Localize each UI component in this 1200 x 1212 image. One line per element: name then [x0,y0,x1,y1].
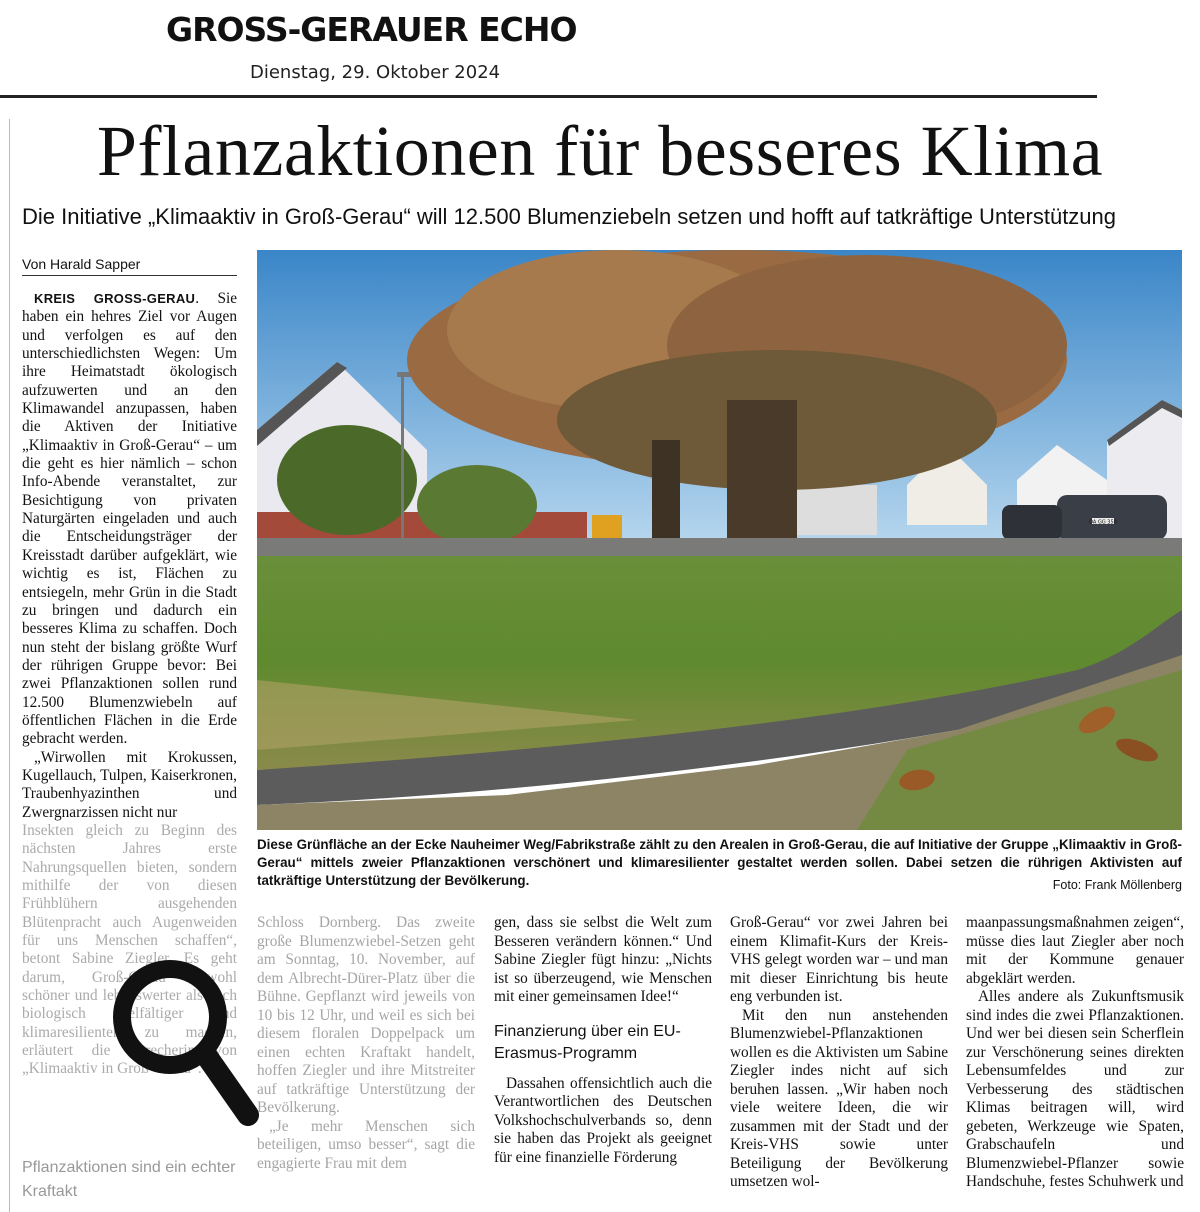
article-headline: Pflanzaktionen für besseres Klima [96,111,1104,191]
byline: Von Harald Sapper [22,256,237,276]
newspaper-title: GROSS-GERAUER ECHO [166,10,577,49]
column-2-paragraph-1: Schloss Dornberg. Das zweite große Blumenzwiebel-Setzen geht am Sonntag, 10. November, auf dem Albrecht-Dürer-Platz über die Bühne. Gepflanzt wird jeweils von 10 bis 12 Uhr, und weil es sich bei diesem floralen Doppelpack um einen echten Kraftakt handelt, hoffen Ziegler und ihre Mitstreiter auf tatkräftige Unterstützung der Bevölkerung. [257,914,475,1116]
column-2-paragraph-2: „Je mehr Menschen sich beteiligen, umso besser“, sagt die engagierte Frau mit dem [257,1117,475,1172]
masthead-rule [0,95,1097,98]
photo-credit: Foto: Frank Möllenberg [1052,878,1182,892]
column-4-paragraph-2: Mit den nun anstehenden Blumenzwiebel-Pflanzaktionen wollen es die Aktivisten um Sabine Ziegler indes nicht auf sich beruhen lassen. „Wir haben noch viele weitere Ideen, die wir zusammen mit der Stadt und der Kreis-VHS sowie unter Beteiligung der Bevölkerung umsetzen wol- [730,1006,948,1190]
column-5-paragraph-2: Alles andere als Zukunftsmusik sind indes die zwei Pflanzaktionen. Und wer bei diesen sein Scherflein zur Verschönerung seines direkten Lebensumfeldes und zur Verbesserung des städtischen Klimas beitragen will, wird gebeten, Werkzeuge wie Spaten, Grabschaufeln und Blumenzwiebel-Pflanzer sowie Handschuhe, festes Schuhwerk und [966,988,1184,1190]
column-1-paragraph-faded: Insekten gleich zu Beginn des nächsten Jahres erste Nahrungsquellen bieten, sondern mithilfe der von diesen Frühblühern ausgehenden Blütenpracht auch Augenweiden für uns Menschen schaffen“, betont Sabine Ziegler. Es geht darum, Groß-Gerau sowohl schöner und lebenswerter als auch biologisch vielfältiger und klimaresilienter zu machen, erläutert die Sprecherin von „Klimaaktiv in Groß-Gerau“. [22,821,237,1078]
issue-date: Dienstag, 29. Oktober 2024 [250,62,501,83]
article-column-4 [730,914,948,1192]
dateline: KREIS GROSS-GERAU [34,291,196,306]
photo-caption: Diese Grünfläche an der Ecke Nauheimer Weg/Fabrikstraße zählt zu den Arealen in Groß-Gerau, die auf Initiative der Gruppe „Klimaaktiv in Groß-Gerau“ mittels zweier Pflanzaktionen verschönert und klimaresilienter gestaltet werden sollen. Dabei setzen die rührigen Aktivisten auf tatkräftige Unterstützung der Bevölkerung. [257,837,1182,888]
column-1-paragraph-1: . Sie haben ein hehres Ziel vor Augen und verfolgen es auf den unterschiedlichsten Wegen: Um ihre Heimatstadt ökologisch aufzuwerten und an den Klimawandel anzupassen, haben die Aktiven der Initiative „Klimaaktiv in Groß-Gerau“ – um die geht es hier nämlich – schon Info-Abende veranstaltet, zur Besichtigung von privaten Naturgärten eingeladen und auch die Entscheidungsträger der Kreisstadt darüber aufgeklärt, wie wichtig es ist, Flächen zu entsiegeln, mehr Grün in die Stadt zu bringen und dadurch ein besseres Klima zu schaffen. Doch nun steht der bislang größte Wurf der rührigen Gruppe bevor: Bei zwei Pflanzaktionen sollen rund 12.500 Blumenzwiebeln auf öffentlichen Flächen in die Erde gebracht werden. [22,290,237,748]
column-5-paragraph-1: maanpassungsmaßnahmen zeigen“, müsse dies laut Ziegler aber noch mit der Kommune genauer abgeklärt werden. [966,914,1184,987]
article-column-3 [494,914,712,1167]
column-1-paragraph-2: „Wirwollen mit Krokussen, Kugellauch, Tulpen, Kaiserkronen, Traubenhyazinthen und Zwergnarzissen nicht nur [22,748,237,821]
license-plate: DA GG 350 [1089,519,1117,526]
article-photo [257,250,1182,830]
magnifier-search-icon[interactable] [108,955,268,1135]
article-column-2 [257,914,475,1173]
column-4-paragraph-1: Groß-Gerau“ vor zwei Jahren bei einem Klimafit-Kurs der Kreis-VHS gelegt worden war – und man mit dieser Einrichtung bis heute eng verbunden ist. [730,914,948,1005]
masthead [0,0,1200,100]
column-3-paragraph-1: gen, dass sie selbst die Welt zum Besseren verändern können.“ Und Sabine Ziegler fügt hinzu: „Nichts ist so überzeugend, wie Menschen mit einer gemeinsamen Idee!“ [494,914,712,1005]
article-column-5 [966,914,1184,1192]
column-1-subheading: Pflanzaktionen sind ein echter Kraftakt [22,1159,236,1200]
column-3-subheading: Finanzierung über ein EU-Erasmus-Programm [494,1022,681,1062]
page-edge-rule [9,119,10,1212]
column-3-paragraph-2: Dassahen offensichtlich auch die Verantwortlichen des Deutschen Volkshochschulverbands so, denn sie haben das Projekt als geeignet für eine finanzielle Förderung [494,1074,712,1166]
article-subheadline: Die Initiative „Klimaaktiv in Groß-Gerau“ will 12.500 Blumenziebeln setzen und hofft auf tatkräftige Unterstützung [22,204,1117,229]
